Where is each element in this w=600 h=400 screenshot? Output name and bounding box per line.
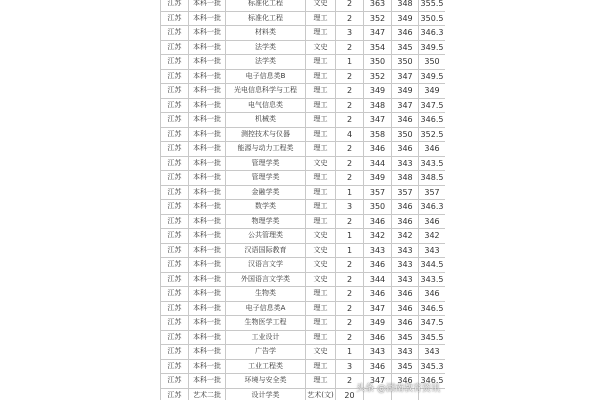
cell-major: 金融学类 (226, 185, 306, 200)
cell-min-score: 343 (392, 156, 419, 171)
cell-min-score: 348 (392, 171, 419, 186)
cell-major: 标准化工程 (226, 11, 306, 26)
cell-count: 1 (336, 55, 364, 70)
cell-avg-score: 355.5 (419, 0, 446, 11)
cell-count: 2 (336, 214, 364, 229)
table-body (161, 0, 446, 400)
cell-province: 江苏 (161, 330, 189, 345)
cell-major: 工业工程类 (226, 359, 306, 374)
cell-major: 机械类 (226, 113, 306, 128)
cell-avg-score: 345.3 (419, 359, 446, 374)
cell-major: 电气信息类 (226, 98, 306, 113)
cell-batch: 本科一批 (189, 113, 226, 128)
cell-min-score: 346 (392, 113, 419, 128)
cell-subject: 理工 (306, 359, 336, 374)
cell-count: 3 (336, 200, 364, 215)
cell-batch: 本科一批 (189, 98, 226, 113)
cell-count: 2 (336, 171, 364, 186)
cell-max-score: 347 (364, 374, 392, 389)
watermark: 头条 @湖南教育资讯 (356, 384, 440, 394)
cell-major: 外国语言文学类 (226, 272, 306, 287)
table-row (161, 272, 446, 287)
cell-max-score: 363 (364, 0, 392, 11)
cell-subject: 理工 (306, 98, 336, 113)
cell-max-score: 348 (364, 98, 392, 113)
cell-batch: 本科一批 (189, 374, 226, 389)
cell-province: 江苏 (161, 84, 189, 99)
cell-batch: 本科一批 (189, 287, 226, 302)
cell-avg-score: 349 (419, 84, 446, 99)
cell-count: 2 (336, 272, 364, 287)
cell-subject: 理工 (306, 55, 336, 70)
cell-major: 环境与安全类 (226, 374, 306, 389)
cell-count: 1 (336, 185, 364, 200)
cell-max-score: 343 (364, 243, 392, 258)
cell-major: 设计学类 (226, 388, 306, 400)
cell-major: 汉语言文学 (226, 258, 306, 273)
cell-province: 江苏 (161, 200, 189, 215)
cell-avg-score: 357 (419, 185, 446, 200)
cell-max-score: 357 (364, 185, 392, 200)
cell-min-score: 346 (392, 200, 419, 215)
cell-min-score: 346 (392, 316, 419, 331)
cell-province: 江苏 (161, 127, 189, 142)
cell-major: 材料类 (226, 26, 306, 41)
cell-major: 法学类 (226, 55, 306, 70)
table-row (161, 171, 446, 186)
cell-province: 江苏 (161, 258, 189, 273)
table-row (161, 113, 446, 128)
score-table-container (160, 0, 445, 400)
cell-max-score: 350 (364, 200, 392, 215)
cell-major: 管理学类 (226, 156, 306, 171)
cell-avg-score: 346.3 (419, 200, 446, 215)
cell-subject: 理工 (306, 374, 336, 389)
cell-count: 1 (336, 345, 364, 360)
cell-subject: 理工 (306, 287, 336, 302)
cell-count: 2 (336, 156, 364, 171)
cell-province: 江苏 (161, 272, 189, 287)
cell-count: 2 (336, 142, 364, 157)
cell-min-score: 343 (392, 258, 419, 273)
cell-subject: 文史 (306, 345, 336, 360)
cell-min-score: 357 (392, 185, 419, 200)
cell-min-score: 345 (392, 359, 419, 374)
cell-max-score: 349 (364, 316, 392, 331)
cell-major: 光电信息科学与工程 (226, 84, 306, 99)
cell-avg-score: 350 (419, 55, 446, 70)
cell-province: 江苏 (161, 316, 189, 331)
cell-province: 江苏 (161, 388, 189, 400)
cell-min-score: 342 (392, 229, 419, 244)
cell-batch: 本科一批 (189, 243, 226, 258)
cell-avg-score: 344.5 (419, 258, 446, 273)
table-row (161, 345, 446, 360)
cell-batch: 本科一批 (189, 84, 226, 99)
cell-count: 3 (336, 359, 364, 374)
cell-major: 标准化工程 (226, 0, 306, 11)
cell-province: 江苏 (161, 0, 189, 11)
cell-max-score: 354 (364, 40, 392, 55)
cell-min-score: 343 (392, 345, 419, 360)
table-row (161, 214, 446, 229)
cell-max-score: 347 (364, 301, 392, 316)
table-row (161, 301, 446, 316)
admission-score-table (160, 0, 445, 400)
cell-province: 江苏 (161, 359, 189, 374)
cell-max-score: 349 (364, 84, 392, 99)
cell-min-score: 346 (392, 287, 419, 302)
cell-avg-score: 343 (419, 345, 446, 360)
cell-province: 江苏 (161, 55, 189, 70)
cell-max-score: 346 (364, 214, 392, 229)
cell-count: 2 (336, 301, 364, 316)
cell-province: 江苏 (161, 113, 189, 128)
cell-subject: 理工 (306, 113, 336, 128)
cell-batch: 本科一批 (189, 359, 226, 374)
cell-major: 电子信息类B (226, 69, 306, 84)
cell-min-score: 347 (392, 98, 419, 113)
table-row (161, 98, 446, 113)
cell-min-score: 348 (392, 0, 419, 11)
cell-avg-score: 345.5 (419, 330, 446, 345)
cell-subject: 文史 (306, 243, 336, 258)
cell-min-score: 346 (392, 301, 419, 316)
table-row (161, 316, 446, 331)
cell-count: 20 (336, 388, 364, 400)
cell-province: 江苏 (161, 301, 189, 316)
cell-max-score: 350 (364, 55, 392, 70)
table-row (161, 127, 446, 142)
cell-max-score: 346 (364, 258, 392, 273)
cell-min-score: 346 (392, 142, 419, 157)
cell-batch: 本科一批 (189, 40, 226, 55)
cell-major: 汉语国际教育 (226, 243, 306, 258)
cell-subject: 理工 (306, 84, 336, 99)
cell-major: 数学类 (226, 200, 306, 215)
cell-min-score: 349 (392, 84, 419, 99)
cell-province: 江苏 (161, 69, 189, 84)
cell-subject: 文史 (306, 272, 336, 287)
cell-avg-score: 346 (419, 287, 446, 302)
table-row (161, 258, 446, 273)
cell-batch: 本科一批 (189, 229, 226, 244)
cell-subject: 理工 (306, 11, 336, 26)
table-row (161, 11, 446, 26)
cell-province: 江苏 (161, 214, 189, 229)
cell-count: 2 (336, 374, 364, 389)
cell-subject: 理工 (306, 185, 336, 200)
cell-province: 江苏 (161, 142, 189, 157)
cell-subject: 艺术(文) (306, 388, 336, 400)
cell-min-score: 350 (392, 127, 419, 142)
cell-count: 3 (336, 26, 364, 41)
cell-province: 江苏 (161, 185, 189, 200)
cell-count: 2 (336, 258, 364, 273)
cell-batch: 本科一批 (189, 316, 226, 331)
cell-batch: 本科一批 (189, 69, 226, 84)
cell-min-score: 349 (392, 11, 419, 26)
cell-province: 江苏 (161, 229, 189, 244)
table-row (161, 84, 446, 99)
cell-batch: 本科一批 (189, 127, 226, 142)
cell-batch: 本科一批 (189, 200, 226, 215)
cell-avg-score: 343.5 (419, 156, 446, 171)
cell-count: 2 (336, 98, 364, 113)
cell-batch: 本科一批 (189, 214, 226, 229)
cell-province: 江苏 (161, 243, 189, 258)
cell-subject: 理工 (306, 26, 336, 41)
cell-major: 电子信息类A (226, 301, 306, 316)
cell-major: 公共管理类 (226, 229, 306, 244)
cell-batch: 本科一批 (189, 272, 226, 287)
cell-max-score: 358 (364, 127, 392, 142)
cell-batch: 本科一批 (189, 26, 226, 41)
cell-count: 2 (336, 316, 364, 331)
table-row (161, 40, 446, 55)
cell-max-score: 347 (364, 113, 392, 128)
cell-count: 4 (336, 127, 364, 142)
cell-subject: 文史 (306, 229, 336, 244)
cell-batch: 本科一批 (189, 301, 226, 316)
cell-subject: 理工 (306, 214, 336, 229)
table-row (161, 0, 446, 11)
cell-avg-score: 343.5 (419, 272, 446, 287)
cell-max-score: 346 (364, 287, 392, 302)
cell-max-score: 349 (364, 171, 392, 186)
cell-count: 2 (336, 84, 364, 99)
cell-min-score: 350 (392, 55, 419, 70)
cell-major: 物理学类 (226, 214, 306, 229)
cell-avg-score: 342 (419, 229, 446, 244)
cell-subject: 理工 (306, 200, 336, 215)
cell-count: 2 (336, 11, 364, 26)
cell-province: 江苏 (161, 40, 189, 55)
cell-province: 江苏 (161, 98, 189, 113)
cell-min-score: 345 (392, 330, 419, 345)
cell-avg-score: 346 (419, 214, 446, 229)
cell-province: 江苏 (161, 26, 189, 41)
cell-subject: 理工 (306, 142, 336, 157)
cell-major: 能源与动力工程类 (226, 142, 306, 157)
cell-batch: 本科一批 (189, 156, 226, 171)
cell-count: 2 (336, 287, 364, 302)
cell-count: 2 (336, 0, 364, 11)
cell-province: 江苏 (161, 156, 189, 171)
cell-max-score: 342 (364, 229, 392, 244)
cell-major: 生物类 (226, 287, 306, 302)
cell-subject: 文史 (306, 0, 336, 11)
cell-batch: 本科一批 (189, 185, 226, 200)
cell-min-score: 343 (392, 272, 419, 287)
cell-min-score: 346 (392, 26, 419, 41)
cell-max-score: 352 (364, 69, 392, 84)
cell-avg-score: 346.3 (419, 26, 446, 41)
table-row (161, 359, 446, 374)
cell-major: 管理学类 (226, 171, 306, 186)
cell-batch: 本科一批 (189, 345, 226, 360)
cell-major: 生物医学工程 (226, 316, 306, 331)
cell-major: 测控技术与仪器 (226, 127, 306, 142)
cell-batch: 本科一批 (189, 171, 226, 186)
cell-min-score: 346 (392, 214, 419, 229)
cell-batch: 本科一批 (189, 0, 226, 11)
cell-count: 1 (336, 243, 364, 258)
table-row (161, 243, 446, 258)
cell-max-score: 344 (364, 272, 392, 287)
cell-min-score: 346 (392, 374, 419, 389)
cell-province: 江苏 (161, 287, 189, 302)
cell-province: 江苏 (161, 11, 189, 26)
cell-max-score: 347 (364, 26, 392, 41)
cell-subject: 理工 (306, 330, 336, 345)
cell-province: 江苏 (161, 345, 189, 360)
cell-major: 工业设计 (226, 330, 306, 345)
cell-subject: 文史 (306, 40, 336, 55)
table-row (161, 200, 446, 215)
cell-avg-score: 346.5 (419, 374, 446, 389)
table-row (161, 69, 446, 84)
cell-batch: 本科一批 (189, 258, 226, 273)
cell-max-score: 352 (364, 11, 392, 26)
cell-subject: 理工 (306, 171, 336, 186)
cell-subject: 理工 (306, 301, 336, 316)
cell-avg-score: 347.5 (419, 316, 446, 331)
cell-avg-score: 347.5 (419, 98, 446, 113)
cell-major: 广告学 (226, 345, 306, 360)
cell-subject: 文史 (306, 258, 336, 273)
table-row (161, 156, 446, 171)
cell-max-score: 346 (364, 359, 392, 374)
cell-batch: 本科一批 (189, 55, 226, 70)
cell-avg-score: 346.5 (419, 301, 446, 316)
cell-min-score: 347 (392, 69, 419, 84)
table-row (161, 26, 446, 41)
cell-avg-score: 350.5 (419, 11, 446, 26)
cell-avg-score: 343 (419, 243, 446, 258)
cell-province: 江苏 (161, 374, 189, 389)
cell-count: 2 (336, 113, 364, 128)
cell-subject: 文史 (306, 156, 336, 171)
cell-batch: 艺术二批 (189, 388, 226, 400)
cell-count: 2 (336, 40, 364, 55)
cell-max-score: 346 (364, 142, 392, 157)
cell-count: 1 (336, 229, 364, 244)
cell-batch: 本科一批 (189, 11, 226, 26)
cell-avg-score: 352.5 (419, 127, 446, 142)
cell-avg-score: 346 (419, 142, 446, 157)
cell-avg-score: 346.5 (419, 113, 446, 128)
cell-count: 2 (336, 330, 364, 345)
cell-min-score: 345 (392, 40, 419, 55)
cell-max-score: 344 (364, 156, 392, 171)
cell-subject: 理工 (306, 127, 336, 142)
table-row (161, 229, 446, 244)
table-row (161, 330, 446, 345)
cell-avg-score: 348.5 (419, 171, 446, 186)
cell-max-score: 343 (364, 345, 392, 360)
cell-subject: 理工 (306, 316, 336, 331)
table-row (161, 287, 446, 302)
cell-major: 法学类 (226, 40, 306, 55)
cell-batch: 本科一批 (189, 330, 226, 345)
cell-subject: 理工 (306, 69, 336, 84)
cell-avg-score: 349.5 (419, 40, 446, 55)
cell-min-score: 343 (392, 243, 419, 258)
cell-avg-score: 349.5 (419, 69, 446, 84)
table-row (161, 142, 446, 157)
cell-batch: 本科一批 (189, 142, 226, 157)
cell-count: 2 (336, 69, 364, 84)
cell-max-score: 346 (364, 330, 392, 345)
table-row (161, 55, 446, 70)
cell-province: 江苏 (161, 171, 189, 186)
table-row (161, 185, 446, 200)
